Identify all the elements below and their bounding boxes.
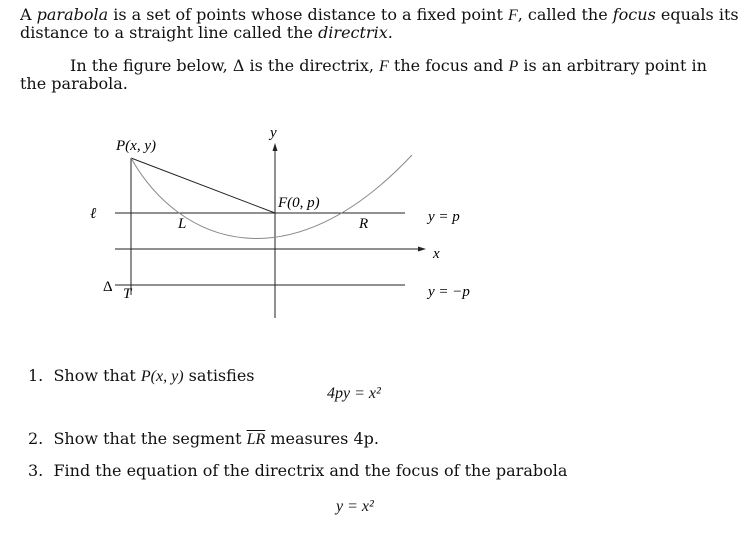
question-number: 1. — [28, 366, 44, 385]
intro-text: equals its — [655, 5, 739, 24]
math-LR: $\overline{LR}$ — [246, 431, 266, 448]
term-parabola: parabola — [36, 5, 109, 24]
equation-4py: 4py = x² — [327, 385, 381, 402]
figure-intro-text: the parabola. — [20, 74, 128, 93]
label-y-axis: y — [270, 125, 277, 141]
figure-intro-text: In the figure below, — [70, 56, 233, 75]
label-x-axis: x — [433, 246, 440, 262]
intro-text: is a set of points whose distance to a fixed point — [108, 5, 508, 24]
intro-text: distance to a straight line called the — [20, 23, 319, 42]
figure-intro-text: is an arbitrary point in — [518, 56, 707, 75]
question-text: Find the equation of the directrix and the focus of the parabola — [53, 461, 568, 480]
intro-text: A — [20, 5, 37, 24]
question-text: measures 4p. — [265, 429, 379, 448]
intro-text: , called the — [517, 5, 613, 24]
math-P: P — [508, 58, 519, 75]
question-text: Show that the segment — [53, 429, 247, 448]
label-R: R — [359, 216, 369, 232]
math-F: F — [379, 58, 389, 75]
parabola-curve — [131, 155, 412, 238]
question-number: 3. — [28, 461, 44, 480]
figure-intro-text: is the directrix, — [244, 56, 380, 75]
question-text: satisfies — [183, 366, 255, 385]
label-P: P(x, y) — [116, 138, 156, 154]
segment-PF — [131, 158, 275, 213]
intro-text: . — [387, 23, 393, 42]
x-axis-arrow — [418, 247, 426, 252]
question-2 — [28, 429, 379, 449]
math-P-xy: P(x, y) — [140, 368, 184, 385]
label-delta: Δ — [103, 279, 113, 295]
label-T: T — [123, 286, 132, 302]
equation-y-eq-x2: y = x² — [336, 498, 374, 515]
y-axis-arrow — [273, 143, 278, 151]
question-3 — [28, 461, 567, 480]
math-delta: Δ — [232, 56, 245, 75]
label-y-eq-p: y = p — [428, 209, 460, 225]
label-L: L — [178, 216, 187, 232]
label-F: F(0, p) — [278, 195, 320, 211]
label-y-eq-minus-p: y = −p — [428, 284, 470, 300]
figure-intro-text: the focus and — [388, 56, 509, 75]
question-number: 2. — [28, 429, 44, 448]
question-1 — [28, 366, 255, 386]
math-F: F — [507, 7, 518, 24]
term-directrix: directrix — [318, 23, 388, 42]
label-ell: ℓ — [90, 206, 97, 222]
term-focus: focus — [612, 5, 656, 24]
question-text: Show that — [53, 366, 141, 385]
